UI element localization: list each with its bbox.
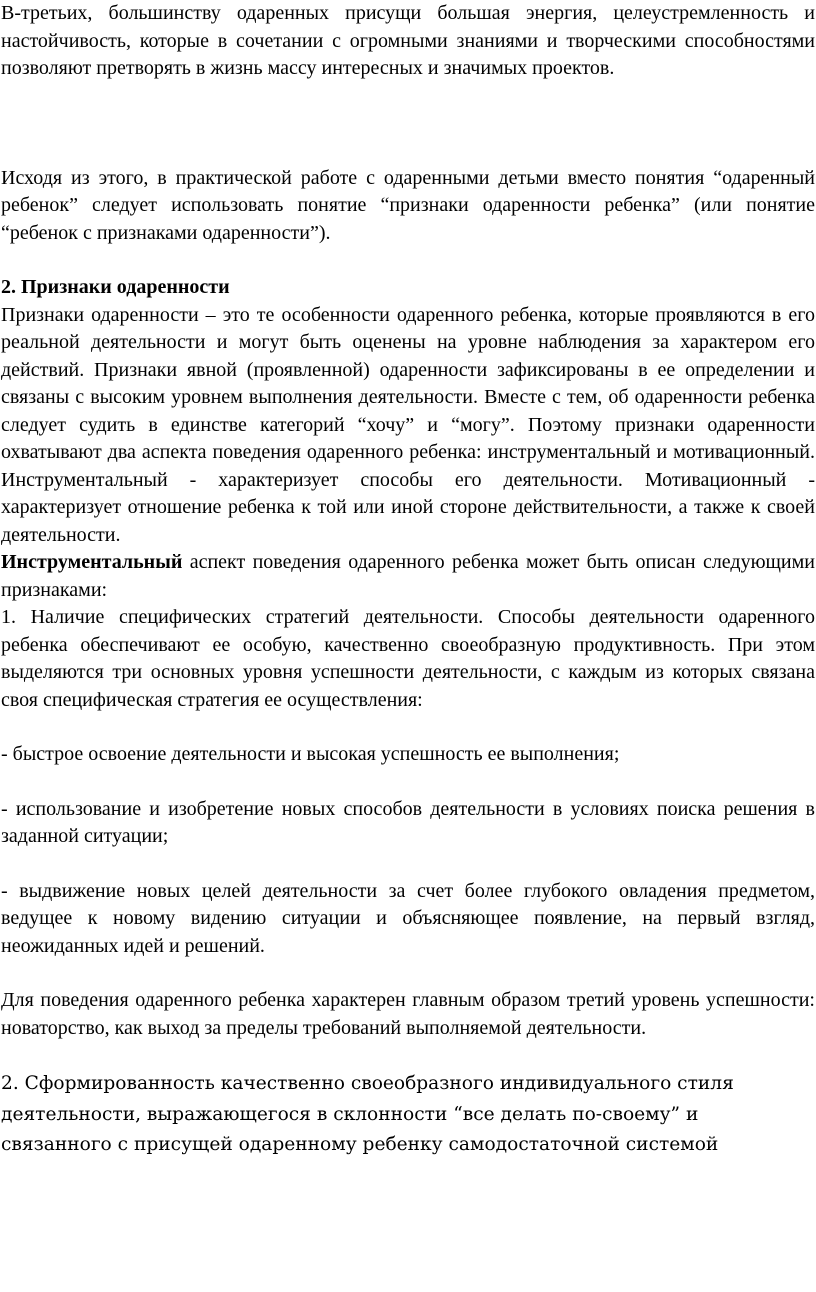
paragraph-strategies: 1. Наличие специфических стратегий деятельности. Способы деятельности одаренного ребенка обеспечивают ее особую, качественно своеобразную продуктивность. При этом выделяются три основных уровня успешности деятельности, с каждым из которых связана своя специфическая стратегия ее осуществления: — [1, 606, 815, 711]
paragraph-energy: В-третьих, большинству одаренных присущи большая энергия, целеустремленность и настойчивость, которые в сочетании с огромными знаниями и творческими способностями позволяют претворять в жизнь массу интересных и значимых проектов. — [1, 2, 815, 79]
section-heading: 2. Признаки одаренности — [1, 276, 230, 298]
paragraph-instrumental-aspect — [1, 549, 815, 604]
list-item: - выдвижение новых целей деятельности за счет более глубокого овладения предметом, ведущее к новому видению ситуации и объясняющее появление, на первый взгляд, неожиданных идей и решений. — [1, 879, 815, 957]
paragraph-third-level: Для поведения одаренного ребенка характерен главным образом третий уровень успешности: новаторство, как выход за пределы требований выполняемой деятельности. — [1, 989, 815, 1039]
paragraph-signs-definition: Признаки одаренности – это те особенности одаренного ребенка, которые проявляются в его реальной деятельности и могут быть оценены на уровне наблюдения за характером его действий. Признаки явной (проявленной) одаренности зафиксированы в ее определении и связаны с высоким уровнем выполнения деятельности. Вместе с тем, об одаренности ребенка следует судить в единстве категорий “хочу” и “могу”. Поэтому признаки одаренности охватывают два аспекта поведения одаренного ребенка: инструментальный и мотивационный. Инструментальный - характеризует способы его деятельности. Мотивационный - характеризует отношение ребенка к той или иной стороне действительности, а также к своей деятельности. — [1, 303, 815, 546]
instrumental-aspect-text: аспект поведения одаренного ребенка может быть описан следующими признаками: — [1, 551, 815, 601]
instrumental-bold-term: Инструментальный — [1, 551, 183, 573]
list-item: - использование и изобретение новых способов деятельности в условиях поиска решения в заданной ситуации; — [1, 797, 815, 847]
paragraph-individual-style: 2. Сформированность качественно своеобразного индивидуального стиля деятельности, выражающегося в склонности “все делать по-своему” и связанного с присущей одаренному ребенку самодостаточной системой — [1, 1073, 734, 1155]
list-item: - быстрое освоение деятельности и высокая успешность ее выполнения; — [1, 743, 620, 765]
paragraph-signs-concept: Исходя из этого, в практической работе с одаренными детьми вместо понятия “одаренный ребенок” следует использовать понятие “признаки одаренности ребенка” (или понятие “ребенок с признаками одаренности”). — [1, 166, 815, 244]
